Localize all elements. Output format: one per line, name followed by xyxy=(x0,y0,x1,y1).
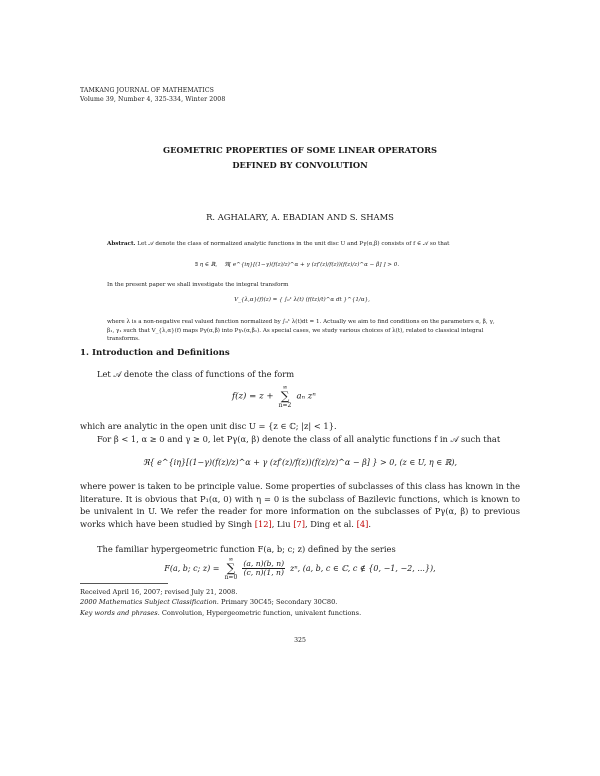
reference-7-link[interactable]: [7] xyxy=(293,518,305,529)
equation-condition: ℜ{ e^{iη}[(1−γ)(f(z)/z)^α + γ (zf′(z)/f(z))(f(z)/z)^α − β] } > 0, (z ∈ U, η ∈ ℝ), xyxy=(142,458,457,467)
body-p3: For β < 1, α ≥ 0 and γ ≥ 0, let Pγ(α, β) denote the class of all analytic functions f in 𝒜 such that xyxy=(97,434,501,444)
sum-symbol xyxy=(279,384,292,409)
hyper-sum-symbol xyxy=(225,556,238,581)
msc-value: Primary 30C45; Secondary 30C80. xyxy=(218,598,338,607)
abstract-equation-1 xyxy=(132,261,462,270)
eq-series-lhs: f(z) = z + xyxy=(232,391,274,402)
footnote-msc xyxy=(80,597,361,607)
body-p4-text-a: where power is taken to be principle value. Some properties of subclasses of this class has known in the literature. It is obvious that P₁(α, 0) with η = 0 is the subclass of Bazilevic functions, which is known to be univalent in U. We refer the reader for more information on the subclasses of Pγ(α, β) to previous works which have been studied by Singh xyxy=(80,481,520,529)
title-line-2: DEFINED BY CONVOLUTION xyxy=(232,160,368,170)
reference-4-link[interactable]: [4] xyxy=(356,518,369,529)
abstract-text-1: Let 𝒜 denote the class of normalized analytic functions in the unit disc U and Pγ(α,β) consists of f ∈ 𝒜 so that xyxy=(137,241,450,247)
abstract-label: Abstract. xyxy=(107,241,136,247)
body-p4-text-b: , Liu xyxy=(271,518,294,529)
body-p5: The familiar hypergeometric function F(a, b; c; z) defined by the series xyxy=(97,544,396,554)
sum-bottom: n=2 xyxy=(278,402,292,409)
abstract-equation-2: V_{λ,α}(f)(z) = { ∫₀¹ λ(t) (f(tz)/t)^α dt }^{1/α}, xyxy=(234,297,370,303)
eq-hyper-rest: zⁿ, (a, b, c ∈ ℂ, c ∉ {0, −1, −2, ...}), xyxy=(290,564,436,573)
authors: R. AGHALARY, A. EBADIAN AND S. SHAMS xyxy=(206,212,394,222)
msc-label: 2000 Mathematics Subject Classification. xyxy=(80,598,219,607)
hyper-numerator: (a, n)(b, n) xyxy=(243,559,285,569)
section-heading: 1. Introduction and Definitions xyxy=(80,348,230,358)
abstract-eq1-prefix: ∃ η ∈ ℝ, xyxy=(194,262,218,268)
journal-volume: Volume 39, Number 4, 325-334, Winter 2008 xyxy=(80,96,226,103)
equation-series xyxy=(232,384,316,409)
eq-hyper-lhs: F(a, b; c; z) = xyxy=(164,564,220,573)
footnotes xyxy=(80,587,361,618)
abstract-p1 xyxy=(107,240,497,249)
abstract xyxy=(107,240,497,249)
footnote-keywords xyxy=(80,608,361,618)
body-p4-text-c: , Ding et al. xyxy=(304,518,357,529)
eq-series-term: aₙ zⁿ xyxy=(296,391,316,402)
equation-hypergeometric xyxy=(0,556,600,581)
footnote-rule xyxy=(80,583,168,584)
hyper-sum-bottom: n=0 xyxy=(224,574,238,581)
abstract-p3: where λ is a non-negative real valued function normalized by ∫₀¹ λ(t)dt = 1. Actually we aim to find conditions on the parameters α, β, γ, β₁, γ₁ such that V_{λ,α}(f) maps Pγ(α,β) into Pγ₁(α,β₁). As special cases, we study various choices of λ(t), related to classical integral transforms. xyxy=(107,319,495,343)
body-p1: Let 𝒜 denote the class of functions of the form xyxy=(97,369,295,379)
hyper-denominator: (c, n)(1, n) xyxy=(243,568,284,577)
page-number: 325 xyxy=(294,637,306,644)
sigma-icon: ∑ xyxy=(280,389,290,403)
hyper-fraction xyxy=(242,560,285,576)
keywords-value: Convolution, Hypergeometric function, univalent functions. xyxy=(159,608,362,617)
body-p4 xyxy=(80,480,520,530)
body-p2: which are analytic in the open unit disc U = {z ∈ ℂ; |z| < 1}. xyxy=(80,421,337,431)
abstract-eq1: ℜ[ e^{iη}[(1−γ)(f(z)/z)^α + γ (zf′(z)/f(z))(f(z)/z)^α − β] ] > 0. xyxy=(224,262,400,268)
body-p4-text-d: . xyxy=(368,518,371,529)
abstract-p2: In the present paper we shall investigate the integral transform xyxy=(107,282,289,288)
keywords-label: Key words and phrases. xyxy=(80,608,160,617)
journal-header xyxy=(80,86,225,104)
hyper-sigma-icon: ∑ xyxy=(226,561,236,575)
reference-12-link[interactable]: [12] xyxy=(254,518,272,529)
footnote-received: Received April 16, 2007; revised July 21, 2008. xyxy=(80,588,238,596)
paper-title xyxy=(0,143,600,173)
hyper-sum-top: ∞ xyxy=(228,556,234,563)
journal-name: TAMKANG JOURNAL OF MATHEMATICS xyxy=(80,87,214,94)
title-line-1: GEOMETRIC PROPERTIES OF SOME LINEAR OPERATORS xyxy=(163,145,437,155)
sum-top: ∞ xyxy=(282,384,288,391)
